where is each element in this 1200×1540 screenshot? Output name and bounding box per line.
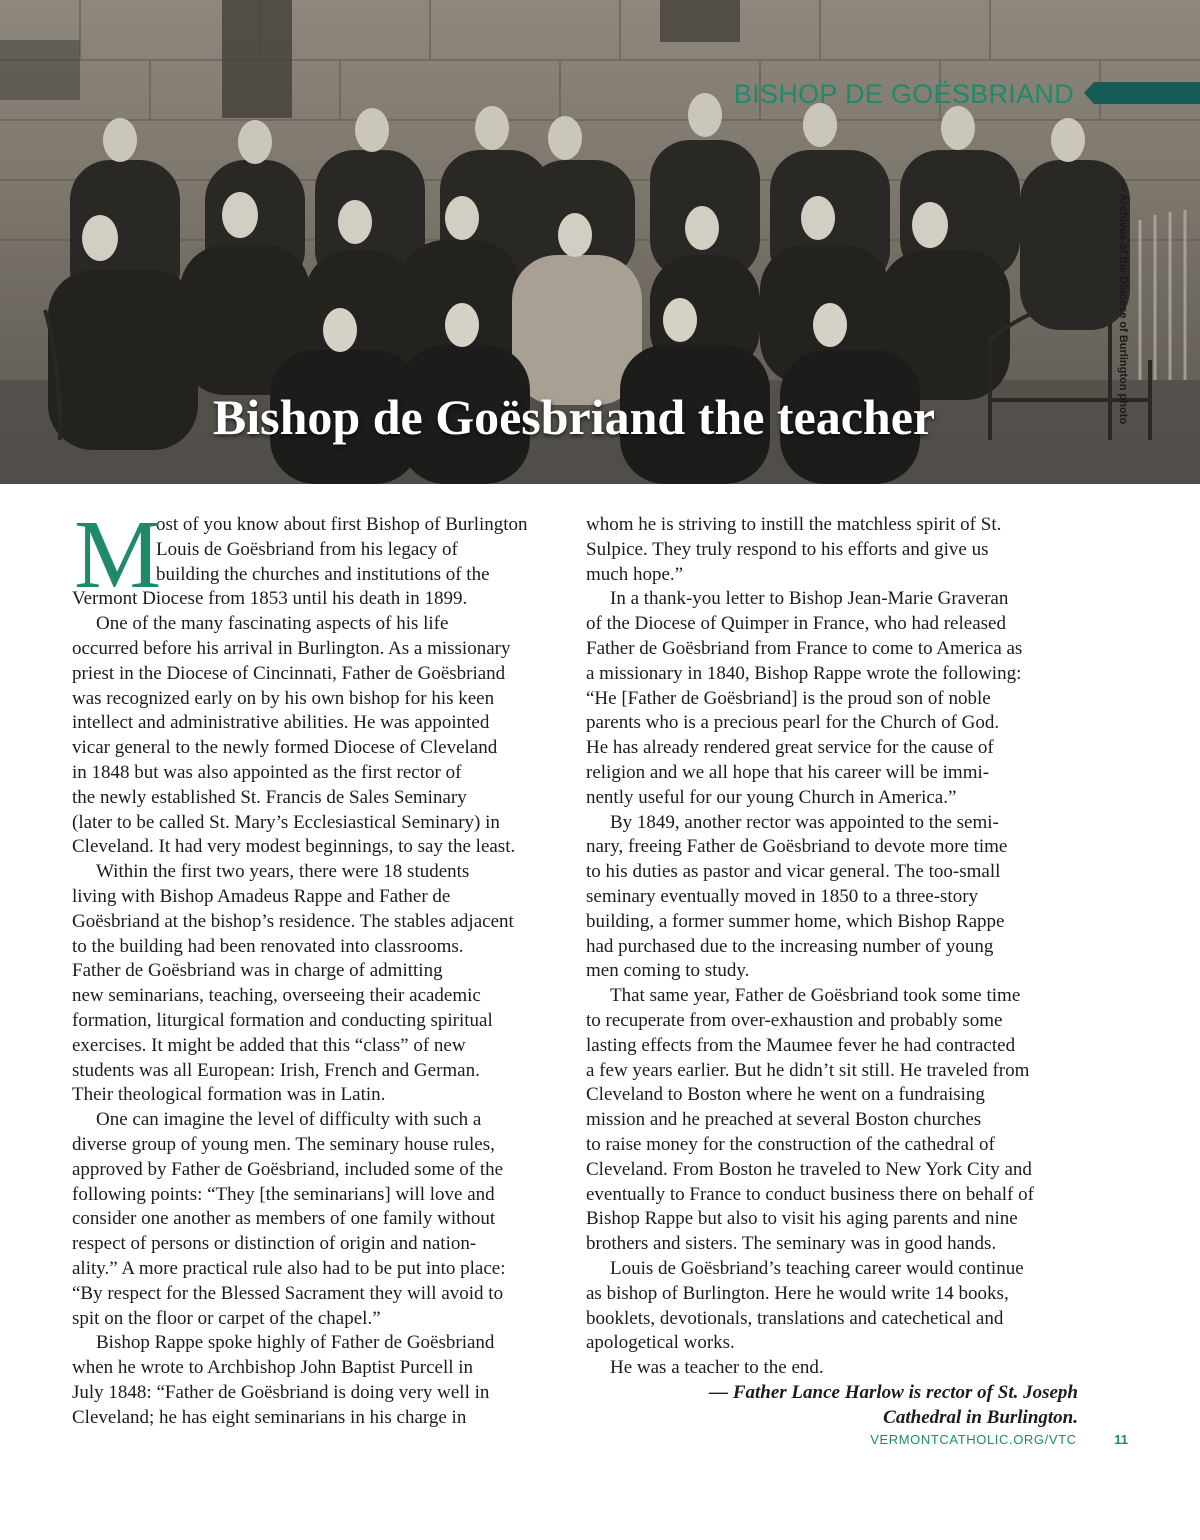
text-line: seminary eventually moved in 1850 to a three-story <box>586 885 979 907</box>
text-line: That same year, Father de Goësbriand took some time <box>610 985 1021 1007</box>
text-line: vicar general to the newly formed Diocese of Cleveland <box>72 737 498 759</box>
text-line: building the churches and institutions of the <box>156 563 490 585</box>
article-headline: Bishop de Goësbriand the teacher <box>212 389 936 445</box>
text-line: Their theological formation was in Latin. <box>72 1084 386 1106</box>
text-line: In a thank-you letter to Bishop Jean-Marie Graveran <box>610 588 1009 610</box>
text-line: “He [Father de Goësbriand] is the proud son of noble <box>586 687 991 709</box>
text-line: Bishop Rappe spoke highly of Father de Goësbriand <box>96 1332 495 1354</box>
text-line: eventually to France to conduct business there on behalf of <box>586 1183 1034 1205</box>
text-line: students was all European: Irish, French and German. <box>72 1059 480 1081</box>
text-line: apologetical works. <box>586 1332 735 1354</box>
text-line: occurred before his arrival in Burlington. As a missionary <box>72 637 511 659</box>
text-line: had purchased due to the increasing number of young <box>586 935 994 957</box>
text-line: (later to be called St. Mary’s Ecclesiastical Seminary) in <box>72 811 500 833</box>
text-line: building, a former summer home, which Bishop Rappe <box>586 910 1005 932</box>
text-line: in 1848 but was also appointed as the first rector of <box>72 761 462 783</box>
text-line: One of the many fascinating aspects of his life <box>96 613 449 635</box>
text-line: to his duties as pastor and vicar general. The too-small <box>586 861 1001 883</box>
section-tag <box>720 80 1200 108</box>
text-line: living with Bishop Amadeus Rappe and Father de <box>72 885 451 907</box>
text-line: He has already rendered great service for the cause of <box>586 737 994 759</box>
text-line: whom he is striving to instill the matchless spirit of St. <box>586 514 1002 535</box>
text-line: when he wrote to Archbishop John Baptist Purcell in <box>72 1357 474 1379</box>
text-line: of the Diocese of Quimper in France, who had released <box>586 613 1006 635</box>
photo-credit <box>1115 180 1129 425</box>
text-line: He was a teacher to the end. <box>610 1357 824 1379</box>
text-line: a missionary in 1840, Bishop Rappe wrote the following: <box>586 662 1022 684</box>
drop-cap: M <box>74 501 162 609</box>
section-tag-arrow-icon <box>1084 82 1200 104</box>
text-line: Louis de Goësbriand from his legacy of <box>156 538 458 560</box>
header-photo <box>0 0 1200 484</box>
article-column-left <box>72 501 562 1430</box>
text-line: as bishop of Burlington. Here he would write 14 books, <box>586 1282 1009 1304</box>
text-line: spit on the floor or carpet of the chapel.” <box>72 1307 381 1329</box>
text-line: the newly established St. Francis de Sales Seminary <box>72 786 467 808</box>
text-line: Cleveland. From Boston he traveled to New York City and <box>586 1158 1032 1180</box>
author-signature-line: Cathedral in Burlington. <box>883 1406 1078 1428</box>
text-line: respect of persons or distinction of origin and nation- <box>72 1233 477 1255</box>
text-line: Within the first two years, there were 18 students <box>96 861 470 883</box>
text-line: ality.” A more practical rule also had to be put into place: <box>72 1257 506 1279</box>
text-line: Father de Goësbriand from France to come to America as <box>586 637 1023 659</box>
text-line: Cleveland; he has eight seminarians in his charge in <box>72 1406 467 1428</box>
text-line: approved by Father de Goësbriand, included some of the <box>72 1158 504 1180</box>
text-line: intellect and administrative abilities. He was appointed <box>72 712 490 734</box>
text-line: nary, freeing Father de Goësbriand to devote more time <box>586 836 1008 858</box>
text-line: Goësbriand at the bishop’s residence. The stables adjacent <box>72 910 514 932</box>
text-line: diverse group of young men. The seminary house rules, <box>72 1133 495 1155</box>
text-line: nently useful for our young Church in America.” <box>586 786 957 808</box>
text-line: following points: “They [the seminarians] will love and <box>72 1183 495 1205</box>
section-tag-label: BISHOP DE GOËSBRIAND <box>733 79 1074 109</box>
text-line: brothers and sisters. The seminary was in good hands. <box>586 1233 997 1255</box>
text-line: much hope.” <box>586 563 684 585</box>
text-line: By 1849, another rector was appointed to the semi- <box>610 811 999 833</box>
text-line: July 1848: “Father de Goësbriand is doing very well in <box>72 1381 490 1403</box>
text-line: Cleveland. It had very modest beginnings, to say the least. <box>72 836 516 858</box>
text-line: new seminarians, teaching, overseeing their academic <box>72 985 481 1007</box>
text-line: ost of you know about first Bishop of Burlington <box>156 514 528 535</box>
text-line: parents who is a precious pearl for the Church of God. <box>586 712 1000 734</box>
text-line: Bishop Rappe but also to visit his aging parents and nine <box>586 1208 1018 1230</box>
text-line: Vermont Diocese from 1853 until his death in 1899. <box>72 588 468 610</box>
text-line: to raise money for the construction of the cathedral of <box>586 1133 995 1155</box>
text-line: to recuperate from over-exhaustion and probably some <box>586 1009 1003 1031</box>
article-column-right <box>586 513 1078 1430</box>
text-line: Sulpice. They truly respond to his efforts and give us <box>586 538 989 560</box>
footer-site-url[interactable]: VERMONTCATHOLIC.ORG/VTC <box>870 1432 1077 1447</box>
text-line: Louis de Goësbriand’s teaching career would continue <box>610 1257 1024 1279</box>
text-line: booklets, devotionals, translations and catechetical and <box>586 1307 1004 1329</box>
text-line: Cleveland to Boston where he went on a fundraising <box>586 1084 985 1106</box>
page-footer <box>870 1432 1128 1452</box>
text-line: a few years earlier. But he didn’t sit still. He traveled from <box>586 1059 1030 1081</box>
text-line: formation, liturgical formation and conducting spiritual <box>72 1009 493 1031</box>
text-line: religion and we all hope that his career will be immi- <box>586 761 990 783</box>
author-signature-line: — Father Lance Harlow is rector of St. Joseph <box>709 1381 1078 1403</box>
text-line: Father de Goësbriand was in charge of admitting <box>72 960 443 982</box>
photo-credit-text: — Archives of the Diocese of Burlington photo <box>1117 180 1129 425</box>
text-line: was recognized early on by his own bishop for his keen <box>72 687 495 709</box>
text-line: lasting effects from the Maumee fever he had contracted <box>586 1034 1016 1056</box>
page-number: 11 <box>1114 1432 1128 1447</box>
text-line: consider one another as members of one family without <box>72 1208 496 1230</box>
text-line: men coming to study. <box>586 960 750 982</box>
text-line: “By respect for the Blessed Sacrament they will avoid to <box>72 1282 504 1304</box>
text-line: to the building had been renovated into classrooms. <box>72 935 464 957</box>
text-line: mission and he preached at several Boston churches <box>586 1109 982 1131</box>
text-line: One can imagine the level of difficulty with such a <box>96 1109 482 1131</box>
text-line: exercises. It might be added that this “class” of new <box>72 1034 466 1056</box>
text-line: priest in the Diocese of Cincinnati, Father de Goësbriand <box>72 662 506 684</box>
